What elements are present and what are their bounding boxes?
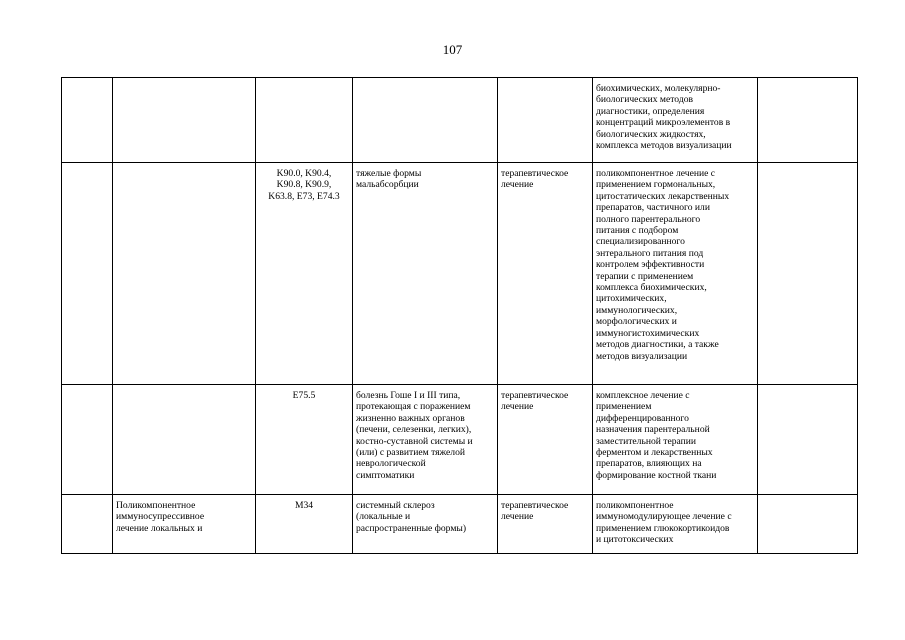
cell-treatment-type [498, 78, 593, 163]
table-row [62, 163, 858, 385]
cell-cost [758, 163, 858, 385]
cell-treatment-method: поликомпонентное лечение с применением гормональных, цитостатических лекарственных препаратов, частичного или полного парентерального питания с подбором специализированного энтерального питания под контролем эффективности терапии с применением комплекса биохимических, цитохимических, иммунологических, морфологических и иммуногистохимических методов диагностики, а также методов визуализации [593, 163, 758, 385]
cell-treatment-method: биохимических, молекулярно- биологических методов диагностики, определения концентраций микроэлементов в биологических жидкостях, комплекса методов визуализации [593, 78, 758, 163]
cell-cost [758, 385, 858, 495]
cell-icd-code: M34 [256, 495, 353, 554]
cell-icd-code [256, 78, 353, 163]
cell-treatment-method: комплексное лечение с применением дифференцированного назначения парентеральной заместительной терапии ферментом и лекарственных препаратов, влияющих на формирование костной ткани [593, 385, 758, 495]
table-row [62, 78, 858, 163]
cell-treatment-group [113, 78, 256, 163]
cell-cost [758, 78, 858, 163]
cell-treatment-type: терапевтическое лечение [498, 495, 593, 554]
cell-treatment-type: терапевтическое лечение [498, 385, 593, 495]
cell-treatment-method: поликомпонентное иммуномодулирующее лечение с применением глюкокортикоидов и цитотоксических [593, 495, 758, 554]
cell-cost [758, 495, 858, 554]
cell-icd-code: K90.0, K90.4, K90.8, K90.9, K63.8, E73, E74.3 [256, 163, 353, 385]
cell-treatment-type: терапевтическое лечение [498, 163, 593, 385]
cell-number [62, 385, 113, 495]
cell-number [62, 163, 113, 385]
page-number: 107 [442, 42, 463, 57]
cell-icd-code: E75.5 [256, 385, 353, 495]
cell-treatment-group [113, 163, 256, 385]
cell-disease-model: болезнь Гоше I и III типа, протекающая с поражением жизненно важных органов (печени, селезенки, легких), костно-суставной системы и (или) с развитием тяжелой неврологической симптоматики [353, 385, 498, 495]
cell-treatment-group: Поликомпонентное иммуносупрессивное лечение локальных и [113, 495, 256, 554]
table-row [62, 495, 858, 554]
cell-number [62, 495, 113, 554]
cell-disease-model: тяжелые формы мальабсорбции [353, 163, 498, 385]
cell-number [62, 78, 113, 163]
treatment-table [61, 77, 858, 554]
cell-treatment-group [113, 385, 256, 495]
cell-disease-model: системный склероз (локальные и распространенные формы) [353, 495, 498, 554]
cell-disease-model [353, 78, 498, 163]
table-row [62, 385, 858, 495]
